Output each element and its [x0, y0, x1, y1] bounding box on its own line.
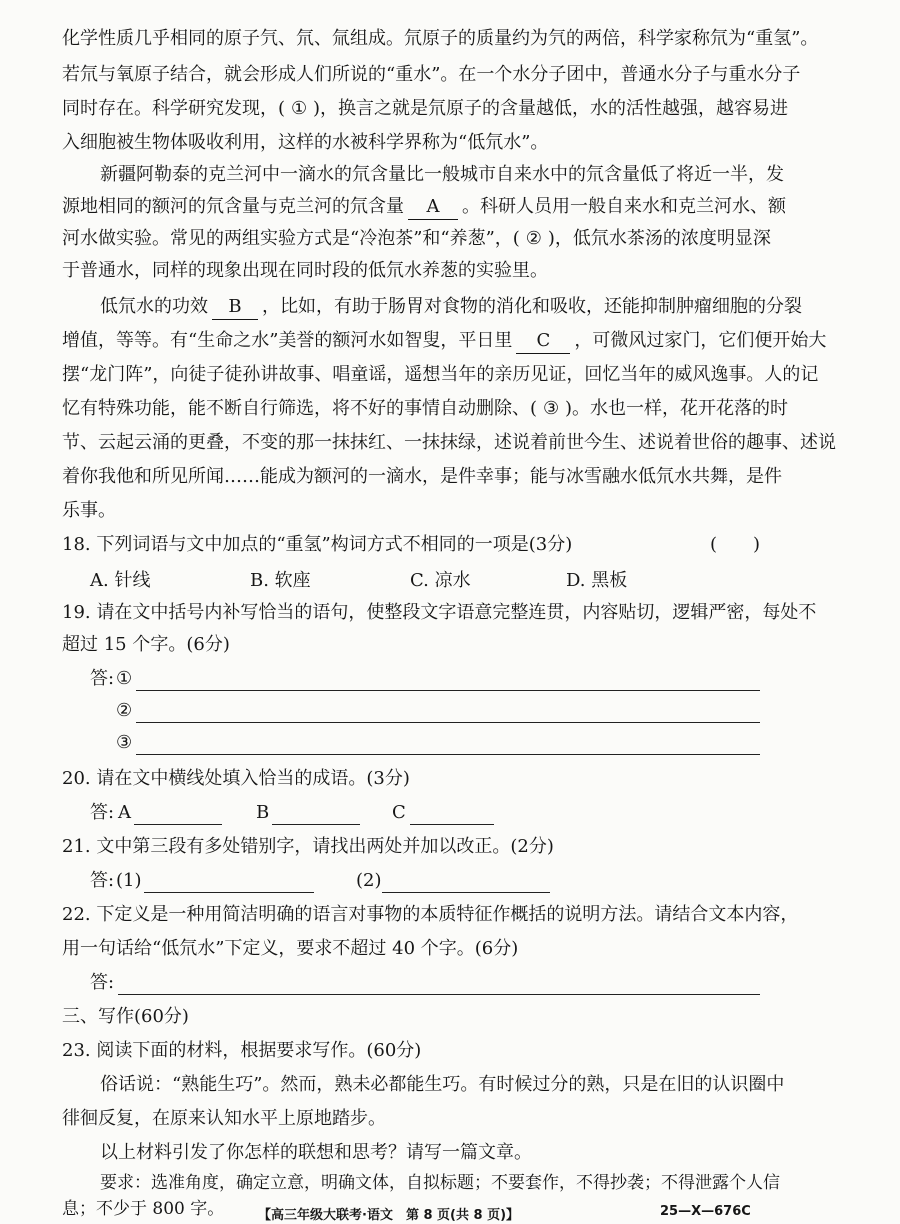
answer-paren: ( ) — [710, 534, 761, 555]
question-19-stem: 超过 15 个字。(6分) — [62, 634, 230, 655]
answer-line[interactable] — [118, 994, 760, 995]
blank-c: C — [516, 329, 570, 354]
question-20-stem: 20. 请在文中横线处填入恰当的成语。(3分) — [62, 768, 410, 789]
blank-label-a: A — [118, 802, 131, 823]
blank-mark-2: ② — [525, 228, 542, 249]
requirement-line: 要求：选准角度，确定立意，明确文体，自拟标题；不要套作，不得抄袭；不得泄露个人信 — [100, 1173, 780, 1193]
passage-line: 低氘水的功效 B ，比如，有助于肠胃对食物的消化和吸收，还能抑制肿瘤细胞的分裂 — [0, 292, 900, 322]
blank-a: A — [408, 195, 458, 220]
option-b: B. 软座 — [250, 570, 311, 591]
answer-line-c[interactable] — [410, 824, 494, 825]
answer-label: 答: — [90, 870, 115, 891]
answer-mark-1: ① — [116, 668, 133, 689]
passage-line: 忆有特殊功能，能不断自行筛选，将不好的事情自动删除、( ③ )。水也一样，花开花落的时 — [0, 394, 862, 424]
material-line: 俗话说：“熟能生巧”。然而，熟未必都能生巧。有时候过分的熟，只是在旧的认识圈中 — [100, 1074, 785, 1095]
passage-line: 同时存在。科学研究发现，( ① )，换言之就是氘原子的含量越低，水的活性越强，越容易进 — [0, 94, 862, 124]
blank-label-c: C — [392, 802, 406, 823]
answer-line-2[interactable] — [136, 722, 760, 723]
question-19-stem: 19. 请在文中括号内补写恰当的语句，使整段文字语意完整连贯，内容贴切，逻辑严密，每处不 — [62, 602, 817, 623]
option-a: A. 针线 — [90, 570, 151, 591]
passage-line: 河水做实验。常见的两组实验方式是“冷泡茶”和“养葱”，( ② )，低氘水茶汤的浓度明显深 — [0, 224, 862, 254]
option-c: C. 凉水 — [410, 570, 471, 591]
blank-label-2: (2) — [356, 870, 382, 891]
answer-line-a[interactable] — [134, 824, 222, 825]
passage-line: 新疆阿勒泰的克兰河中一滴水的氘含量比一般城市自来水中的氘含量低了将近一半，发 — [100, 164, 784, 185]
answer-mark-2: ② — [116, 700, 133, 721]
blank-mark-1: ① — [290, 98, 308, 119]
question-22-stem: 22. 下定义是一种用简洁明确的语言对事物的本质特征作概括的说明方法。请结合文本内容， — [62, 904, 799, 925]
prompt-line: 以上材料引发了你怎样的联想和思考？请写一篇文章。 — [100, 1142, 532, 1163]
passage-line: 若氘与氧原子结合，就会形成人们所说的“重水”。在一个水分子团中，普通水分子与重水分子 — [62, 64, 801, 85]
answer-label: 答: — [90, 668, 115, 689]
blank-label-1: (1) — [116, 870, 142, 891]
answer-line-2[interactable] — [382, 892, 550, 893]
answer-line-1[interactable] — [144, 892, 314, 893]
passage-line: 增值，等等。有“生命之水”美誉的额河水如智叟，平日里 C ，可微风过家门，它们便开始大 — [0, 326, 862, 356]
question-18-stem: 18. 下列词语与文中加点的“重氢”构词方式不相同的一项是(3分) — [62, 534, 573, 555]
blank-label-b: B — [256, 802, 270, 823]
passage-line: 于普通水，同样的现象出现在同时段的低氘水养葱的实验里。 — [62, 260, 548, 281]
footer-title: 【高三年级大联考·语文 第 8 页(共 8 页)】 — [258, 1208, 520, 1223]
passage-line: 源地相同的额河的氘含量与克兰河的氘含量 A 。科研人员用一般自来水和克兰河水、额 — [0, 192, 862, 222]
material-line: 徘徊反复，在原来认知水平上原地踏步。 — [62, 1108, 386, 1129]
passage-line: 摆“龙门阵”，向徒子徒孙讲故事、唱童谣，遥想当年的亲历见证，回忆当年的威风逸事。人的记 — [62, 364, 819, 385]
passage-line: 入细胞被生物体吸收利用，这样的水被科学界称为“低氘水”。 — [62, 132, 549, 153]
passage-line: 节、云起云涌的更叠，不变的那一抹抹红、一抹抹绿，述说着前世今生、述说着世俗的趣事、述说 — [62, 432, 836, 453]
option-d: D. 黑板 — [566, 570, 628, 591]
section-title: 三、写作(60分) — [62, 1006, 189, 1027]
answer-line-3[interactable] — [136, 754, 760, 755]
requirement-line: 息；不少于 800 字。 — [62, 1199, 225, 1219]
question-21-stem: 21. 文中第三段有多处错别字，请找出两处并加以改正。(2分) — [62, 836, 554, 857]
answer-mark-3: ③ — [116, 732, 133, 753]
passage-line: 乐事。 — [62, 500, 116, 521]
answer-line-1[interactable] — [136, 690, 760, 691]
question-22-stem: 用一句话给“低氘水”下定义，要求不超过 40 个字。(6分) — [62, 938, 519, 959]
passage-line: 着你我他和所见所闻……能成为额河的一滴水，是件幸事；能与冰雪融水低氘水共舞，是件 — [62, 466, 782, 487]
answer-label: 答: — [90, 972, 115, 993]
blank-mark-3: ③ — [542, 398, 560, 419]
passage-line: 化学性质几乎相同的原子氕、氘、氚组成。氘原子的质量约为氕的两倍，科学家称氘为“重氢”。 — [62, 28, 819, 49]
footer-code: 25—X—676C — [660, 1204, 751, 1219]
answer-label: 答: — [90, 802, 115, 823]
blank-b: B — [212, 295, 258, 320]
question-23-stem: 23. 阅读下面的材料，根据要求写作。(60分) — [62, 1040, 422, 1061]
answer-line-b[interactable] — [272, 824, 360, 825]
